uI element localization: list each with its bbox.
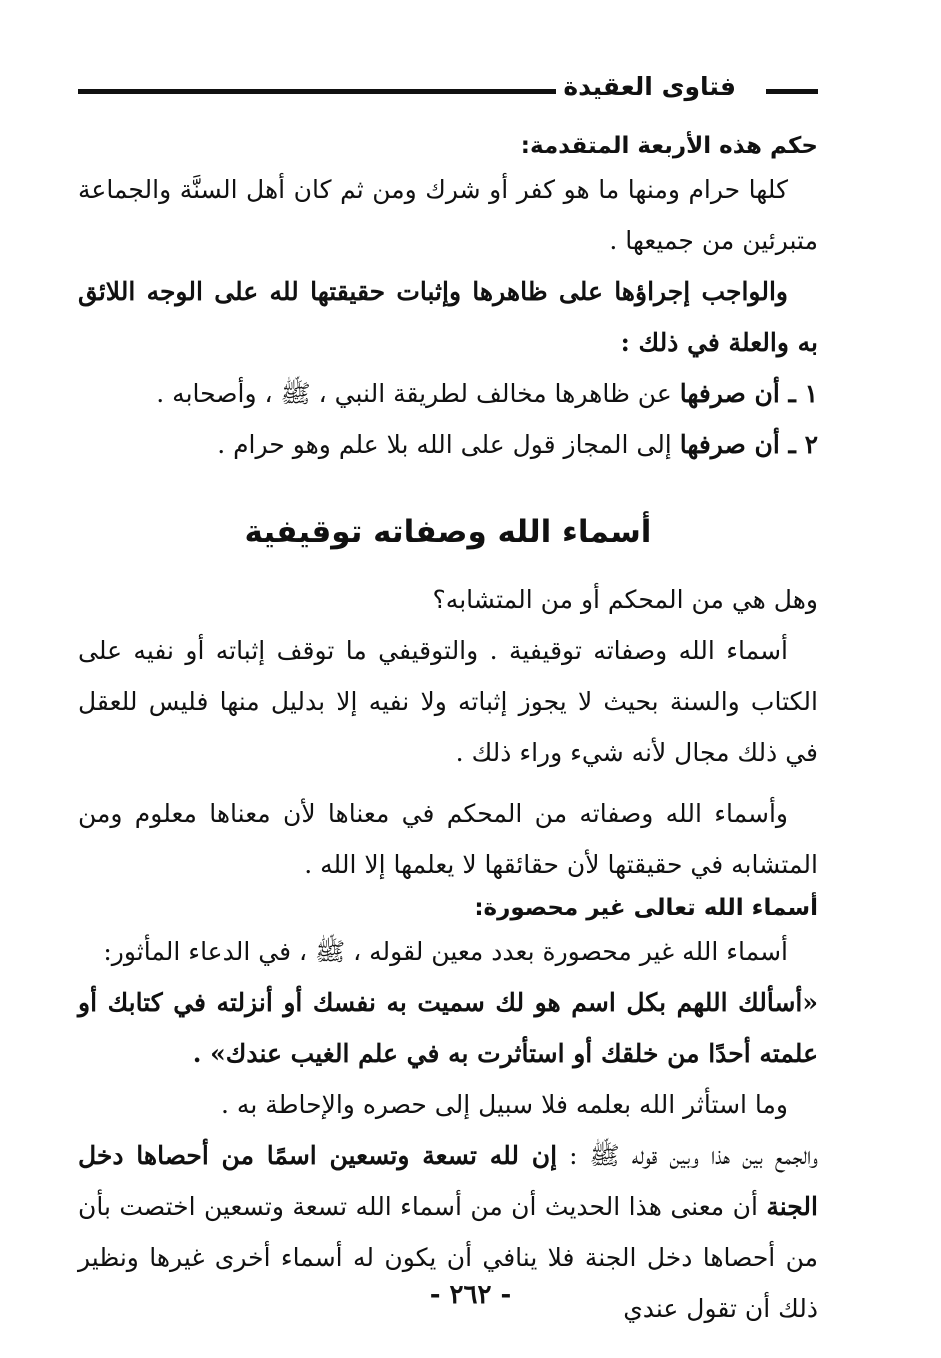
header-title: فتاوى العقيدة (563, 72, 736, 101)
paragraph-muhkam: وأسماء الله وصفاته من المحكم في معناها لأن معناها معلوم ومن المتشابه في حقيقتها لأن حقائقها لا يعلمها إلا الله . (78, 799, 818, 879)
section-heading-ruling: حكم هذه الأربعة المتقدمة: (520, 133, 818, 159)
paragraph-reconcile-lead: والجمع بين هذا وبين قوله ﷺ : (557, 1141, 819, 1170)
running-header (78, 70, 818, 110)
list-item-2 (78, 419, 818, 470)
paragraph-ruling: كلها حرام ومنها ما هو كفر أو شرك ومن ثم كان أهل السنَّة والجماعة متبرئين من جميعها . (78, 175, 818, 255)
paragraph-istathar: وما استأثر الله بعلمه فلا سبيل إلى حصره والإحاطة به . (221, 1090, 788, 1119)
list-item-1-text: عن ظاهرها مخالف لطريقة النبي ، ﷺ ، وأصحابه . (156, 379, 680, 408)
list-item-1 (78, 368, 818, 419)
hadith-quote: «أسألك اللهم بكل اسم هو لك سميت به نفسك أو أنزلته في كتابك أو علمته أحدًا من خلقك أو استأثرت به في علم الغيب عندك» . (78, 988, 818, 1068)
paragraph-tawqifi: أسماء الله وصفاته توقيفية . والتوقيفي ما توقف إثباته أو نفيه على الكتاب والسنة بحيث لا يجوز إثباته ولا نفيه إلا بدليل منها فليس للعقل في ذلك مجال لأنه شيء وراء ذلك . (78, 636, 818, 767)
paragraph-question: وهل هي من المحكم أو من المتشابه؟ (432, 585, 818, 614)
page-body (78, 128, 818, 1334)
paragraph-reconcile-rest: أن معنى هذا الحديث أن من أسماء الله تسعة وتسعين اختصت بأن من أحصاها دخل الجنة فلا ينافي أن يكون له أسماء أخرى غيرها ونظير ذلك أن تقول عندي (78, 1192, 818, 1323)
list-item-1-lead: ١ ـ أن صرفها (679, 379, 818, 408)
section-heading-unlimited: أسماء الله تعالى غير محصورة: (474, 895, 818, 921)
header-rule-right (766, 89, 818, 94)
section-title-names: أسماء الله وصفاته توقيفية (244, 514, 652, 550)
hadith-ninety-nine: إن لله تسعة وتسعين اسمًا من أحصاها دخل الجنة (78, 1141, 818, 1221)
paragraph-unlimited: أسماء الله غير محصورة بعدد معين لقوله ، ﷺ ، في الدعاء المأثور: (103, 937, 788, 966)
list-item-2-text: إلى المجاز قول على الله بلا علم وهو حرام . (217, 430, 680, 459)
list-item-2-lead: ٢ ـ أن صرفها (679, 430, 818, 459)
paragraph-obligation: والواجب إجراؤها على ظاهرها وإثبات حقيقتها لله على الوجه اللائق به والعلة في ذلك : (78, 277, 818, 357)
page-number: - ٢٦٢ - (429, 1280, 512, 1310)
header-rule-left (78, 89, 556, 94)
